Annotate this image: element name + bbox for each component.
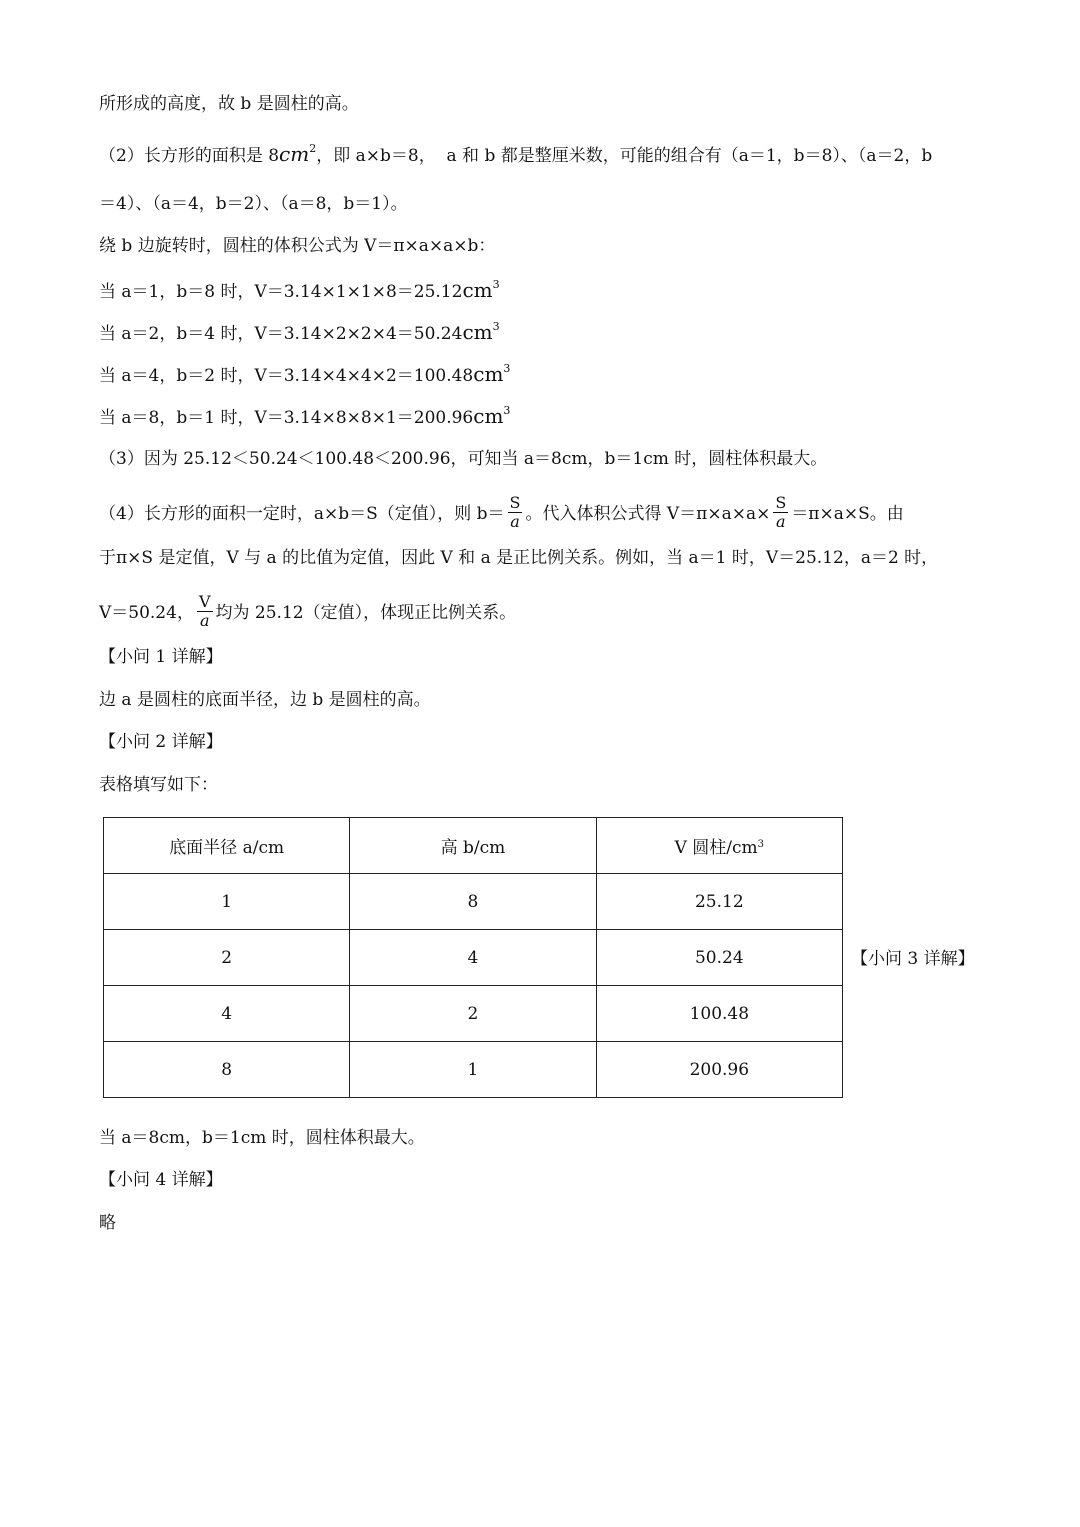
- fraction: $\frac{S}{a}$: [775, 493, 787, 531]
- table-cell: 1: [104, 874, 350, 930]
- text-line: 于π×S 是定值，V 与 a 的比值为定值，因此 V 和 a 是正比例关系。例如，当 a＝1 时，V＝25.12，a＝2 时，: [99, 548, 939, 568]
- fraction: $\frac{S}{a}$: [509, 493, 521, 531]
- text-line: V＝50.24， $\frac{V}{a}$ 均为 25.12（定值），体现正比例关系。: [99, 592, 517, 630]
- table-cell: 200.96: [596, 1042, 842, 1098]
- table-header-row: [104, 818, 843, 874]
- text-line: （2）长方形的面积是 $8cm^2$，即 a×b＝8， a 和 b 都是整厘米数，可能的组合有（a＝1，b＝8）、（a＝2，b: [99, 142, 933, 166]
- table-cell: 8: [350, 874, 596, 930]
- answer-text: 略: [99, 1213, 116, 1233]
- answer-text: 边 a 是圆柱的底面半径，边 b 是圆柱的高。: [99, 690, 431, 710]
- table-cell: 4: [350, 930, 596, 986]
- text-line: （3）因为 25.12＜50.24＜100.48＜200.96，可知当 a＝8cm，b＝1cm 时，圆柱体积最大。: [99, 449, 828, 469]
- section-heading: 【小问 1 详解】: [99, 647, 223, 667]
- table-row: [104, 986, 843, 1042]
- table-header-cell: 高 b/cm: [350, 818, 596, 874]
- text-line: （4）长方形的面积一定时，a×b＝S（定值），则 b＝ $\frac{S}{a}$ 。代入体积公式得 V＝π×a×a× $\frac{S}{a}$ ＝π×a×S。由: [99, 493, 904, 531]
- calc-line: 当 a＝4，b＝2 时，$V=3.14\times 4\times 4\times 2=100.48cm^3$: [99, 362, 511, 386]
- table-cell: 4: [104, 986, 350, 1042]
- table-row: [104, 874, 843, 930]
- calc-line: 当 a＝8，b＝1 时，$V=3.14\times 8\times 8\times 1=200.96cm^3$: [99, 404, 511, 428]
- result-table: [103, 817, 843, 1098]
- table-cell: 1: [350, 1042, 596, 1098]
- calc-line: 当 a＝2，b＝4 时，$V=3.14\times 2\times 2\times 4=50.24cm^3$: [99, 320, 500, 344]
- table-row: [104, 1042, 843, 1098]
- section-heading: 【小问 2 详解】: [99, 732, 223, 752]
- text-line: 所形成的高度，故 b 是圆柱的高。: [99, 94, 359, 114]
- table-cell: 2: [350, 986, 596, 1042]
- table-header-cell: 底面半径 a/cm: [104, 818, 350, 874]
- text-line: ＝4）、（a＝4，b＝2）、（a＝8，b＝1）。: [99, 194, 408, 214]
- fraction: $\frac{V}{a}$: [198, 592, 211, 630]
- table-cell: 8: [104, 1042, 350, 1098]
- section-heading: 【小问 3 详解】: [851, 949, 975, 969]
- table-cell: 100.48: [596, 986, 842, 1042]
- table-row: [104, 930, 843, 986]
- answer-text: 当 a＝8cm，b＝1cm 时，圆柱体积最大。: [99, 1128, 425, 1148]
- calc-line: 当 a＝1，b＝8 时，$V=3.14\times 1\times 1\times 8=25.12cm^3$: [99, 278, 500, 302]
- table-cell: 2: [104, 930, 350, 986]
- section-heading: 【小问 4 详解】: [99, 1170, 223, 1190]
- table-cell: 50.24: [596, 930, 842, 986]
- text-line: 绕 b 边旋转时，圆柱的体积公式为 V＝π×a×a×b：: [99, 236, 496, 256]
- table-header-cell: V 圆柱$/cm^3$: [596, 818, 842, 874]
- answer-text: 表格填写如下：: [99, 775, 218, 795]
- table-cell: 25.12: [596, 874, 842, 930]
